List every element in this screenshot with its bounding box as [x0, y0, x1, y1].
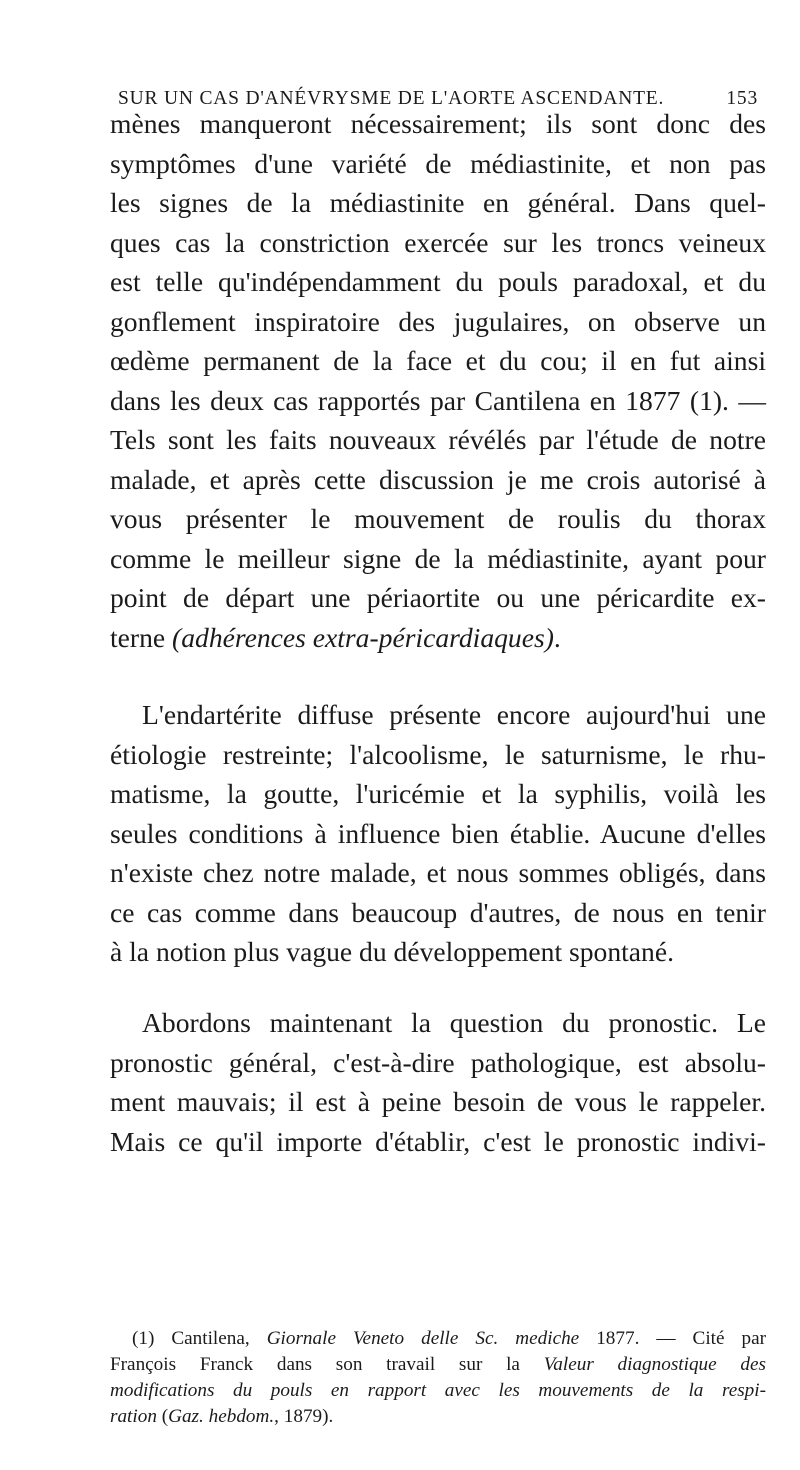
text-run: . [553, 621, 561, 653]
footnote-line [110, 1378, 766, 1404]
work-title: Valeur diagnostique des [543, 1354, 766, 1375]
paragraph-prognosis [110, 1003, 766, 1161]
text-line: L'endartérite diffuse présente encore aujourd'hui une [142, 699, 766, 730]
text-line: étiologie restreinte; l'alcoolisme, le saturnisme, le rhu- [110, 738, 766, 770]
gazette-title: Gaz. hebdom. [168, 1406, 275, 1427]
paragraph-endarteritis [110, 695, 766, 972]
footnote-line [110, 1326, 766, 1352]
journal-title: Giornale Veneto delle Sc. mediche [266, 1328, 580, 1349]
text-line: point de départ une périaortite ou une péricardite ex- [110, 582, 766, 613]
running-title: SUR UN CAS D'ANÉVRYSME DE L'AORTE ASCENDANTE. [118, 88, 665, 109]
work-title: ration [110, 1406, 157, 1427]
text-line: à la notion plus vague du développement spontané. [110, 936, 675, 967]
text-line: comme le meilleur signe de la médiastinite, ayant pour [110, 542, 766, 574]
text-line: les signes de la médiastinite en général. Dans quel- [110, 187, 766, 218]
text-run: terne [110, 621, 173, 653]
text-line: matisme, la goutte, l'uricémie et la syphilis, voilà les [110, 778, 766, 809]
text-line: Tels sont les faits nouveaux révélés par l'étude de notre [110, 424, 766, 455]
page-number: 153 [726, 88, 758, 109]
text-line: ment mauvais; il est à peine besoin de vous le rappeler. [110, 1086, 766, 1117]
footnote-line [110, 1404, 766, 1430]
text-line: ques cas la constriction exercée sur les troncs veineux [110, 226, 766, 258]
text-line: Mais ce qu'il importe d'établir, c'est le pronostic indivi- [110, 1125, 766, 1157]
text-line: œdème permanent de la face et du cou; il en fut ainsi [110, 345, 766, 376]
text-line: Abordons maintenant la question du pronostic. Le [142, 1007, 766, 1038]
text-line: vous présenter le mouvement de roulis du thorax [110, 503, 766, 534]
text-line: ce cas comme dans beaucoup d'autres, de nous en tenir [110, 896, 766, 928]
footnote-marker: (1) Cantilena, [132, 1328, 267, 1349]
work-title: modifications du pouls en rapport avec les mouvements de la respi- [110, 1380, 766, 1401]
paragraph-mediastinitis [110, 104, 766, 657]
text-line: pronostic général, c'est-à-dire pathologique, est absolu- [110, 1046, 766, 1078]
text-line: dans les deux cas rapportés par Cantilena en 1877 (1). — [110, 384, 766, 416]
text-line: est telle qu'indépendamment du pouls paradoxal, et du [110, 266, 766, 297]
text-line-last [110, 618, 766, 658]
text-line: mènes manqueront nécessairement; ils sont donc des [110, 108, 766, 139]
text-line: n'existe chez notre malade, et nous sommes obligés, dans [110, 857, 766, 888]
text-run: , 1879). [274, 1406, 334, 1427]
text-line: seules conditions à influence bien établie. Aucune d'elles [110, 817, 766, 849]
italic-run: (adhérences extra-péricardiaques) [172, 621, 554, 653]
footnote-line [110, 1352, 766, 1378]
text-run: François Franck dans son travail sur la [110, 1354, 544, 1375]
text-run: ( [156, 1406, 169, 1427]
text-line: symptômes d'une variété de médiastinite, et non pas [110, 147, 766, 179]
text-line: gonflement inspiratoire des jugulaires, on observe un [110, 305, 766, 337]
footnote [110, 1326, 766, 1430]
text-run: 1877. — Cité par [579, 1328, 767, 1349]
text-line: malade, et après cette discussion je me crois autorisé à [110, 463, 766, 495]
